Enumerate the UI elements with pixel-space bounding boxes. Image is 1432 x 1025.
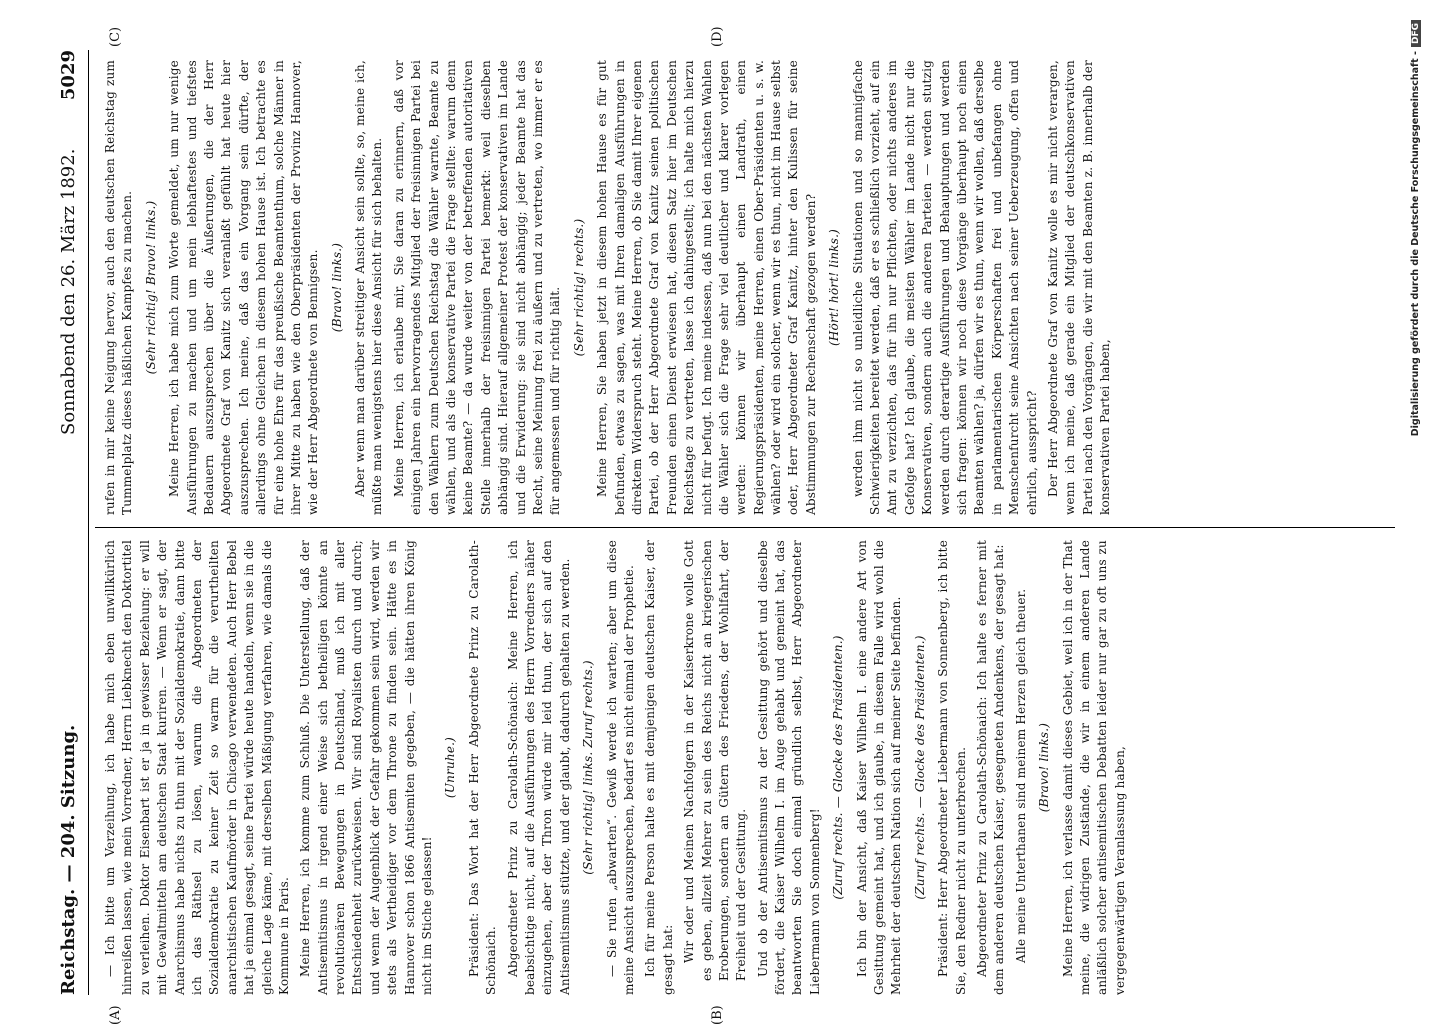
right-column bbox=[102, 60, 1392, 515]
paragraph: Aber wenn man darüber streitiger Ansicht sein sollte, so, meine ich, müßte man wenigstens hier diese Ansicht für sich behalten. bbox=[353, 60, 385, 515]
interjection: (Zuruf rechts. — Glocke des Präsidenten.) bbox=[912, 635, 927, 900]
paragraph: Präsident: Herr Abgeordneter Liebermann von Sonnenberg, ich bitte Sie, den Redner nicht zu unterbrechen. bbox=[936, 540, 968, 995]
margin-marker-c: (C) bbox=[108, 26, 123, 47]
paragraph: Und ob der Antisemitismus zu der Gesittung gehört und dieselbe fördert, die Kaiser Wilhelm I. im Auge gehabt und gemeint hat, das beantworten Sie doch einmal gründlich selbst, Herr Abgeordneter Liebermann von Sonnenberg! bbox=[755, 540, 822, 995]
paragraph: — Sie rufen „abwarten“. Gewiß werde ich warten; aber um diese meine Ansicht auszusprechen, bedarf es nicht einmal der Prophetie. bbox=[604, 540, 636, 995]
interjection: (Sehr richtig! rechts.) bbox=[571, 218, 586, 357]
quotation: Alle meine Unterthanen sind meinem Herzen gleich theuer. bbox=[1013, 588, 1028, 963]
margin-marker-d: (D) bbox=[710, 26, 725, 47]
interjection: (Sehr richtig! links. Zuruf rechts.) bbox=[581, 660, 596, 875]
paragraph: rufen in mir keine Neigung hervor, auch den deutschen Reichstag zum Tummelplatz dieses häßlichen Kampfes zu machen. bbox=[103, 60, 135, 515]
interjection: (Zuruf rechts. — Glocke des Präsidenten.) bbox=[831, 635, 846, 900]
left-column bbox=[102, 540, 1392, 995]
interjection: (Bravo! links.) bbox=[1037, 722, 1052, 813]
paragraph: — Ich bitte um Verzeihung, ich habe mich eben unwillkürlich hinreißen lassen, wie mein Vorredner, Herrn Liebknecht den Doktortitel zu verleihen. Doktor Eisenbart ist er ja in gewisser Beziehung: er will mit Gewaltmitteln am deutschen Staat kuriren. — Wenn er sagt, der Anarchismus habe nichts zu thun mit der Sozialdemokratie, dann bitte ich das Räthsel zu lösen, warum die Abgeordneten der Sozialdemokratie zu keiner Zeit so warm für die verurtheilten anarchistischen Kaufmörder in Chicago verwendeten. Auch Herr Bebel hat ja einmal gesagt, seine Partei würde heute handeln, wenn sie in die gleiche Lage käme, mit derselben Mäßigung verfahren, wie damals die Kommune in Paris. bbox=[103, 540, 291, 995]
interjection: (Hört! hört! links.) bbox=[827, 228, 842, 347]
dfg-logo: DFG bbox=[1411, 20, 1421, 47]
header-date: Sonnabend den 26. März 1892. bbox=[58, 148, 79, 435]
interjection: (Sehr richtig! Bravo! links.) bbox=[143, 200, 158, 375]
margin-marker-b: (B) bbox=[710, 1005, 725, 1025]
interjection: (Bravo! links.) bbox=[329, 242, 344, 333]
paragraph: Abgeordneter Prinz zu Carolath-Schönaich: Ich halte es ferner mit dem anderen deutschen Kaiser, gesegneten Andenkens, der gesagt hat: bbox=[974, 540, 1007, 995]
margin-marker-a: (A) bbox=[108, 1005, 123, 1025]
header-page-number: 5029 bbox=[58, 50, 79, 101]
paragraph: Ich bin der Ansicht, daß Kaiser Wilhelm I. eine andere Art von Gesittung gemeint hat, und ich glaube, in diesem Falle wird wohl die Mehrheit der deutschen Nation sich auf meiner Seite befinden. bbox=[854, 540, 904, 995]
paragraph: Meine Herren, Sie haben jetzt in diesem hohen Hause es für gut befunden, etwas zu sagen, was mit Ihren damaligen Ausführungen in direktem Widerspruch steht. Meine Herren, ob Sie damit Ihrer eigenen Partei, ob der Herr Abgeordnete Graf von Kanitz seinen politischen Freunden einen Dienst erwiesen hat, diesen Satz hier im Deutschen Reichstage zu vertreten, lasse ich dahingestellt; ich halte mich hierzu nicht für befugt. Ich meine indessen, daß nun bei den nächsten Wahlen die Wähler sich die Frage sehr viel deutlicher und klarer vorlegen werden: können wir überhaupt einen Landrath, einen Regierungspräsidenten, meine Herren, einen Ober-Präsidenten u. s. w. wählen? oder wird ein solcher, wenn wir es thun, nicht im Hause selbst oder, Herr Abgeordneter Graf Kanitz, hinter den Kulissen für seine Abstimmungen zur Rechenschaft gezogen werden? bbox=[595, 60, 818, 515]
page-header bbox=[50, 50, 90, 995]
rotated-page-content bbox=[50, 26, 1400, 1025]
header-rule bbox=[88, 50, 89, 995]
paragraph: werden ihm nicht so unleidliche Situationen und so mannigfache Schwierigkeiten bereitet werden, daß er es schließlich vorzieht, auf ein Amt zu verzichten, das für ihn nur Pflichten, oder nichts anderes im Gefolge hat? Ich glaube, die meisten Wähler im Lande nicht nur die Konservativen, sondern auch die anderen Parteien — werden stutzig werden durch derartige Ausführungen und Behauptungen und werden sich fragen: können wir noch diese Vorgänge überhaupt noch einen Beamten wählen? ja, dürfen wir es thun, wenn wir wollen, daß derselbe in parlamentarischen Körperschaften frei und unbefangen ohne Menschenfurcht seine Ansichten nach seiner Ueberzeugung, offen und ehrlich, ausspricht? bbox=[850, 60, 1039, 515]
quotation: Wir oder und Meinen Nachfolgern in der Kaiserkrone wolle Gott es geben, allzeit Mehrer zu sein des Reichs nicht an kriegerischen Eroberungen, sondern an Gütern des Friedens, der Wohlfahrt, der Freiheit und der Gesittung. bbox=[682, 540, 749, 981]
paragraph: Der Herr Abgeordnete Graf von Kanitz wolle es mir nicht verargen, wenn ich meine, daß gerade ein Mitglied der deutschkonservativen Partei nach den Vorgängen, die wir mit den Beamten z. B. innerhalb der konservativen Partei haben, bbox=[1045, 60, 1113, 515]
paragraph: Präsident: Das Wort hat der Herr Abgeordnete Prinz zu Carolath-Schönaich. bbox=[466, 540, 499, 995]
paragraph: Ich für meine Person halte es mit demjenigen deutschen Kaiser, der gesagt hat: bbox=[643, 540, 675, 995]
paragraph: Meine Herren, ich verlasse damit dieses Gebiet, weil ich in der That meine, die widrigen Zustände, die wir in einem anderen Lande anläßlich solcher antisemitischen Debatten leider nur gar zu oft uns zu vergegenwärtigen Veranlassung haben, bbox=[1060, 540, 1127, 995]
header-session: Reichstag. — 204. Sitzung. bbox=[58, 724, 79, 995]
credit-text: Digitalisierung gefördert durch die Deutsche Forschungsgemeinschaft - bbox=[1410, 51, 1421, 437]
paragraph: Abgeordneter Prinz zu Carolath-Schönaich: Meine Herren, ich beabsichtige nicht, auf die Ausführungen des Herrn Vorredners näher einzugehen, aber der Thron würde mir leid thun, der sich auf den Antisemitismus stützte, und der glaubt, dadurch gehalten zu werden. bbox=[505, 540, 572, 995]
paragraph: Meine Herren, ich erlaube mir, Sie daran zu erinnern, daß vor einigen Jahren ein hervorragendes Mitglied der freisinnigen Partei bei den Wählern zum Deutschen Reichstag die Wähler warnte, Beamte zu wählen, und als die konservative Partei die Frage stellte: warum denn keine Beamte? — da wurde weiter von der betreffenden autoritativen Stelle innerhalb der freisinnigen Partei bemerkt: weil dieselben abhängig sind. Hierauf allgemeiner Protest der konservativen im Lande und die Erwiderung: sie sind nicht abhängig; jeder Beamte hat das Recht, seine Meinung frei zu äußern und zu vertreten, wo immer er es für angemessen und für richtig hält. bbox=[391, 60, 563, 515]
column-divider bbox=[95, 527, 1395, 528]
paragraph: Meine Herren, ich komme zum Schluß. Die Unterstellung, daß der Antisemitismus in irgend einer Weise sich betheiligen könnte an revolutionären Bewegungen in Deutschland, muß ich mit aller Entschiedenheit zurückweisen. Wir sind Royalisten durch und durch; und wenn der Augenblick der Gefahr gekommen sein wird, werden wir stets als Vertheidiger vor dem Throne zu finden sein. Hätte es in Hannover schon 1866 Antisemiten gegeben, — die hätten ihren König nicht im Stiche gelassen! bbox=[298, 540, 435, 995]
paragraph: Meine Herren, ich habe mich zum Worte gemeldet, um nur wenige Ausführungen zu machen und um mein lebhaftestes und tiefstes Bedauern auszusprechen über die Äußerungen, die der Herr Abgeordnete Graf von Kanitz sich veranlaßt gefühlt hat heute hier auszusprechen. Ich meine, daß das ein Vorgang sein dürfte, der allerdings ohne Gleichen in diesem hohen Hause ist. Ich betrachte es für eine hohe Ehre für das preußische Beamtenthum, solche Männer in ihrer Mitte zu haben wie den Oberpräsidenten der Provinz Hannover, wie der Herr Abgeordnete von Bennigsen. bbox=[167, 60, 321, 515]
digitization-credit bbox=[1410, 20, 1430, 980]
interjection: (Unruhe.) bbox=[443, 736, 458, 799]
